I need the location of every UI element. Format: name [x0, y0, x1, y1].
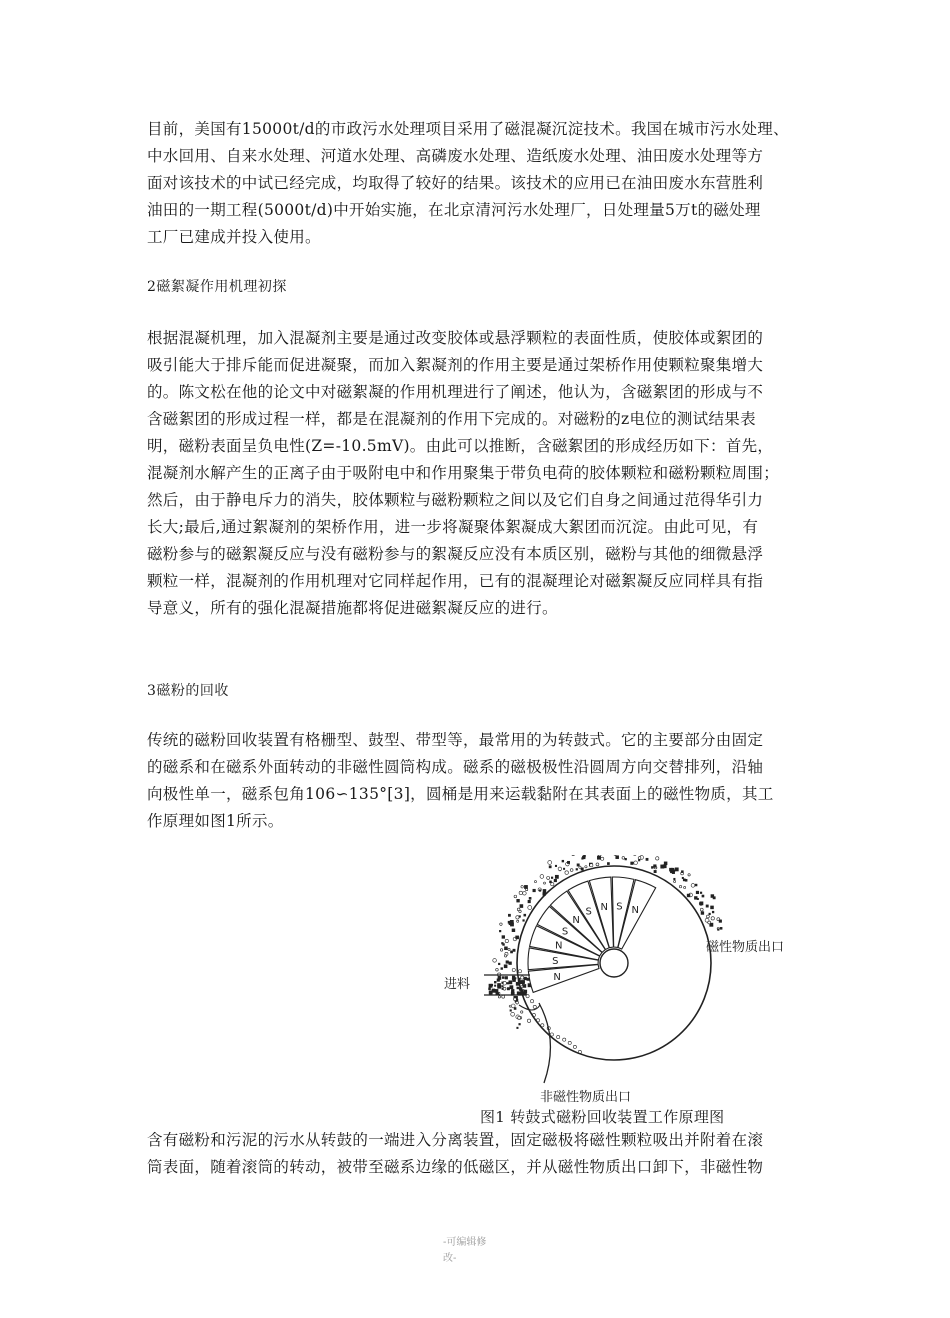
particle: [543, 889, 546, 892]
particle: [497, 985, 501, 989]
paragraph-intro: [147, 116, 812, 251]
particle: [521, 886, 523, 888]
particle: [581, 857, 583, 859]
particle: [673, 878, 675, 880]
particle: [507, 987, 510, 990]
particle: [507, 982, 509, 984]
particle: [544, 882, 546, 884]
text-line: 目前，美国有15000t/d的市政污水处理项目采用了磁混凝沉淀技术。我国在城市污水处理、: [147, 120, 789, 138]
particle: [505, 976, 508, 979]
particle: [497, 978, 500, 981]
particle: [585, 866, 587, 868]
drum-separator-diagram: [444, 855, 826, 1105]
particle: [573, 1045, 576, 1048]
particle: [708, 921, 711, 924]
particle: [681, 870, 684, 873]
particle: [675, 867, 679, 871]
particle: [523, 892, 527, 896]
particle: [510, 951, 513, 954]
particle: [512, 978, 514, 980]
particle: [625, 858, 627, 860]
particle: [502, 995, 505, 998]
particle: [494, 981, 496, 983]
particle: [516, 1001, 519, 1004]
particle: [514, 895, 517, 898]
footer-line: -可编辑修: [443, 1237, 487, 1248]
particle: [501, 967, 503, 969]
particle: [700, 892, 702, 894]
particle: [671, 868, 674, 871]
particle: [551, 883, 554, 886]
particle: [533, 1005, 536, 1008]
footer-line: 改-: [443, 1253, 457, 1264]
particle: [519, 910, 521, 912]
particle: [523, 984, 527, 988]
particle: [596, 863, 599, 866]
particle: [633, 855, 636, 856]
particle: [691, 884, 695, 888]
particle: [549, 881, 551, 883]
particle: [505, 939, 508, 942]
particle: [513, 949, 516, 952]
particle: [656, 857, 659, 860]
particle: [521, 976, 524, 979]
particle: [504, 964, 508, 968]
section-heading-mechanism: 2磁絮凝作用机理初探: [147, 279, 287, 295]
particle: [489, 991, 493, 995]
particle: [540, 875, 544, 879]
particle: [514, 977, 516, 979]
particle: [502, 935, 505, 938]
particle: [562, 860, 564, 862]
text-line: 然后，由于静电斥力的消失，胶体颗粒与磁粉颗粒之间以及它们自身之间通过范得华引力: [147, 491, 764, 509]
particle: [554, 879, 557, 882]
particle: [521, 1011, 523, 1013]
particle: [563, 1038, 566, 1041]
particle: [638, 857, 641, 860]
particle: [696, 891, 699, 894]
particle: [498, 996, 500, 998]
particle: [719, 920, 722, 923]
particle: [508, 980, 512, 984]
page-footer: [443, 1235, 523, 1267]
particle: [519, 915, 521, 917]
particle: [514, 998, 517, 1001]
particle: [679, 885, 681, 887]
text-line: 向极性单一，磁系包角106∽135°[3]，圆桶是用来运载黏附在其表面上的磁性物质，其工: [147, 785, 774, 803]
particle: [511, 1004, 515, 1008]
particle: [663, 864, 667, 868]
particle: [522, 919, 524, 921]
text-line: 含磁絮团的形成过程一样，都是在混凝剂的作用下完成的。对磁粉的z电位的测试结果表: [147, 410, 756, 428]
text-line: 中水回用、自来水处理、河道水处理、高磷废水处理、造纸废水处理、油田废水处理等方: [147, 147, 764, 165]
particle: [688, 874, 690, 876]
text-line: 混凝剂水解产生的正离子由于吸附电中和作用聚集于带负电荷的胶体颗粒和磁粉颗粒周围；: [147, 464, 780, 482]
particle: [511, 990, 513, 992]
particle: [563, 868, 565, 870]
particle: [615, 855, 619, 859]
particle: [506, 960, 509, 963]
particle: [597, 856, 601, 860]
text-line: 明，磁粉表面呈负电性(Z=-10.5mV)。由此可以推断，含磁絮团的形成经历如下：首先，: [147, 437, 774, 455]
particle: [510, 923, 514, 927]
particle: [504, 946, 508, 950]
particle: [515, 936, 519, 940]
particle: [508, 914, 511, 917]
particle: [500, 923, 503, 926]
particle: [509, 1005, 511, 1007]
particle: [527, 1019, 530, 1022]
text-line: 含有磁粉和污泥的污水从转鼓的一端进入分离装置，固定磁极将磁性颗粒吸出并附着在滚: [147, 1131, 764, 1149]
particle: [528, 900, 531, 903]
particle: [533, 889, 536, 892]
particle: [710, 906, 714, 910]
feed-label: 进料: [444, 977, 471, 992]
particle: [700, 908, 703, 911]
particle: [516, 899, 519, 902]
text-line: 磁粉参与的磁絮凝反应与没有磁粉参与的絮凝反应没有本质区别，磁粉与其他的细微悬浮: [147, 545, 764, 563]
particle: [646, 858, 649, 861]
particle: [518, 1016, 521, 1019]
particle: [502, 943, 504, 945]
particle: [622, 857, 625, 860]
text-line: 传统的磁粉回收装置有格栅型、鼓型、带型等，最常用的为转鼓式。它的主要部分由固定: [147, 731, 764, 749]
particle: [654, 870, 657, 873]
particle: [706, 915, 709, 918]
particle: [674, 880, 676, 882]
particle: [521, 980, 525, 984]
text-line: 的。陈文松在他的论文中对磁絮凝的作用机理进行了阐述，他认为，含磁絮团的形成与不: [147, 383, 764, 401]
particle: [517, 987, 519, 989]
particle: [687, 894, 690, 897]
particle: [697, 898, 699, 900]
particle: [634, 861, 638, 865]
particle: [508, 962, 511, 965]
particle: [700, 901, 704, 905]
particle: [510, 1009, 512, 1011]
particle: [558, 867, 562, 871]
particle: [539, 889, 541, 891]
pole-label: S: [585, 906, 592, 918]
text-line: 吸引能大于排斥能而促进凝聚，而加入絮凝剂的作用主要是通过架桥作用使颗粒聚集增大: [147, 356, 764, 374]
text-line: 的磁系和在磁系外面转动的非磁性圆筒构成。磁系的磁极极性沿圆周方向交替排列，沿轴: [147, 758, 764, 776]
particle: [579, 866, 581, 868]
paragraph-mechanism: [147, 325, 812, 622]
particle: [601, 857, 604, 860]
particle: [502, 985, 504, 987]
particle: [549, 865, 552, 868]
particle: [577, 864, 580, 867]
particle: [555, 865, 557, 867]
particle: [499, 930, 501, 932]
particle: [498, 963, 500, 965]
text-line: 作原理如图1所示。: [147, 812, 284, 830]
particle: [494, 985, 496, 987]
particle: [720, 927, 723, 930]
particle: [523, 977, 526, 980]
figure-caption: 图1 转鼓式磁粉回收装置工作原理图: [480, 1108, 725, 1126]
particle: [711, 894, 714, 897]
text-line: 油田的一期工程(5000t/d)中开始实施，在北京清河污水处理厂，日处理量5万t的磁处理: [147, 201, 761, 219]
nonmagnetic-outlet-guide: [539, 1003, 550, 1083]
particle: [502, 988, 504, 990]
particle: [491, 984, 493, 986]
text-line: 筒表面，随着滚筒的转动，被带至磁系边缘的低磁区，并从磁性物质出口卸下，非磁性物: [147, 1158, 764, 1176]
particle: [511, 1012, 515, 1016]
paragraph-recovery: [147, 727, 812, 835]
particle: [576, 868, 578, 870]
particle: [504, 955, 506, 957]
particle: [524, 885, 528, 889]
particle: [524, 914, 527, 917]
particle: [530, 1000, 533, 1003]
particle: [496, 968, 499, 971]
pole-label: N: [631, 905, 639, 917]
particle: [557, 1035, 560, 1038]
particle: [706, 905, 709, 908]
particle: [524, 993, 527, 996]
particle: [520, 904, 524, 908]
pole-label: S: [616, 901, 623, 913]
particle: [548, 861, 552, 865]
pole-label: N: [554, 940, 563, 952]
particle: [717, 928, 719, 930]
magnetic-outlet-label: 磁性物质出口: [706, 940, 785, 955]
text-line: 面对该技术的中试已经完成，均取得了较好的结果。该技术的应用已在油田废水东营胜利: [147, 174, 764, 192]
particle: [512, 968, 515, 971]
particle: [512, 929, 515, 932]
particle: [590, 864, 593, 867]
particle: [709, 913, 711, 915]
particle: [568, 1041, 571, 1044]
particle: [572, 855, 575, 856]
text-line: 颗粒一样，混凝剂的作用机理对它同样起作用，已有的混凝理论对磁絮凝反应同样具有指: [147, 572, 764, 590]
particle: [502, 976, 505, 979]
particle: [684, 886, 686, 888]
particle: [570, 869, 573, 872]
particle: [509, 985, 513, 989]
particle: [529, 897, 532, 900]
pole-label: S: [561, 926, 569, 938]
particle: [493, 959, 497, 963]
drum-separator-figure: [444, 855, 826, 1105]
particle: [551, 877, 553, 879]
particle: [528, 906, 532, 910]
particle: [683, 879, 686, 882]
particle: [534, 881, 536, 883]
particle: [651, 866, 653, 868]
particle: [712, 911, 714, 913]
particle: [565, 871, 569, 875]
pole-label: N: [572, 914, 580, 926]
nonmagnetic-outlet-label: 非磁性物质出口: [540, 1090, 632, 1105]
particle: [701, 911, 704, 914]
particle: [519, 891, 523, 895]
text-line: 长大;最后,通过絮凝剂的架桥作用，进一步将凝聚体絮凝成大絮团而沉淀。由此可见，有: [147, 518, 759, 536]
particle: [492, 989, 496, 993]
magnet-poles: [528, 877, 656, 992]
particle: [567, 861, 570, 864]
particle: [695, 884, 697, 886]
particle: [518, 970, 521, 973]
particle: [500, 949, 502, 951]
particle: [653, 864, 656, 867]
particle: [702, 895, 705, 898]
particle: [508, 921, 511, 924]
feed-guide: [519, 1005, 540, 1010]
particle: [630, 862, 633, 865]
particle: [711, 917, 714, 920]
particle: [488, 988, 491, 991]
pole-label: S: [552, 956, 559, 968]
particle: [526, 888, 528, 890]
particle: [516, 916, 519, 919]
particle: [517, 920, 519, 922]
particle: [501, 982, 503, 984]
section-heading-recovery: 3磁粉的回收: [147, 683, 229, 699]
pole-label: N: [600, 901, 609, 913]
paragraph-process: [147, 1127, 812, 1181]
particle: [516, 1027, 518, 1029]
text-line: 工厂已建成并投入使用。: [147, 228, 321, 246]
particle: [547, 876, 550, 879]
text-line: 导意义，所有的强化混凝措施都将促进磁絮凝反应的进行。: [147, 599, 558, 617]
particle: [607, 862, 610, 865]
text-line: 根据混凝机理，加入混凝剂主要是通过改变胶体或悬浮颗粒的表面性质，使胶体或絮团的: [147, 329, 764, 347]
particle: [508, 948, 510, 950]
particle: [518, 1023, 520, 1025]
particle: [555, 875, 559, 879]
pole-label: N: [553, 971, 561, 983]
drum-hub: [600, 949, 628, 977]
